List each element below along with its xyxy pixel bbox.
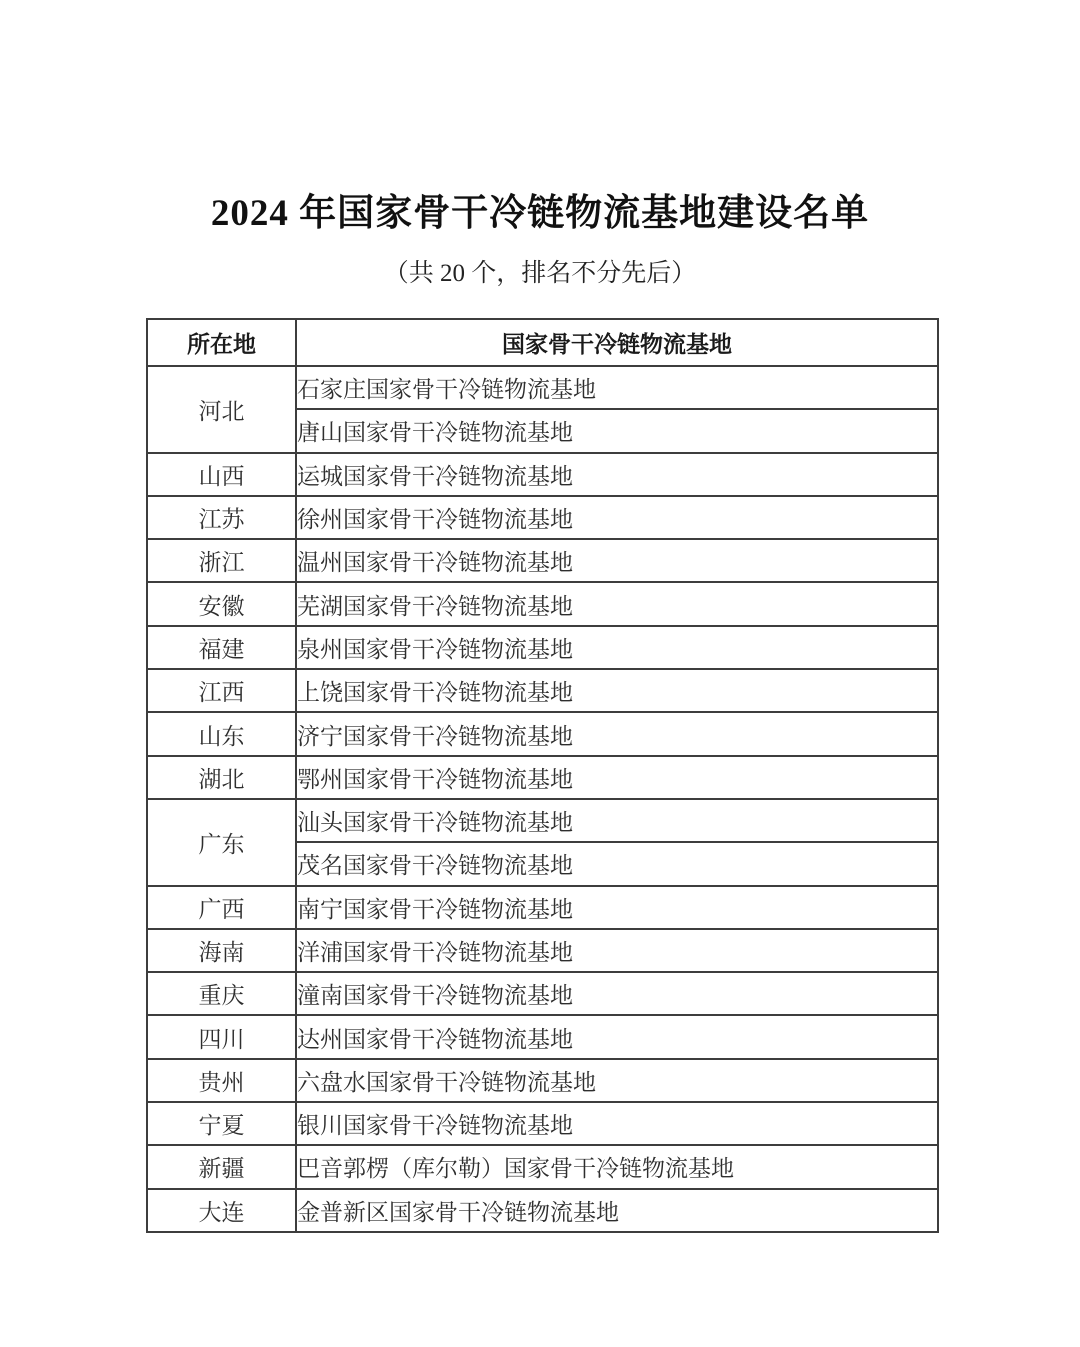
region-cell: 江西 <box>147 669 296 712</box>
base-cell: 银川国家骨干冷链物流基地 <box>296 1102 938 1145</box>
region-cell: 江苏 <box>147 496 296 539</box>
page-subtitle: （共 20 个，排名不分先后） <box>383 260 697 287</box>
base-cell: 运城国家骨干冷链物流基地 <box>296 453 938 496</box>
base-cell: 洋浦国家骨干冷链物流基地 <box>296 929 938 972</box>
table-row <box>147 972 938 1015</box>
table-row <box>147 1015 938 1058</box>
region-cell: 湖北 <box>147 756 296 799</box>
region-cell: 河北 <box>147 366 296 453</box>
region-cell: 浙江 <box>147 539 296 582</box>
region-cell: 新疆 <box>147 1145 296 1188</box>
region-cell: 贵州 <box>147 1059 296 1102</box>
base-cell: 唐山国家骨干冷链物流基地 <box>296 409 938 452</box>
table-row <box>147 669 938 712</box>
base-cell: 徐州国家骨干冷链物流基地 <box>296 496 938 539</box>
base-cell: 六盘水国家骨干冷链物流基地 <box>296 1059 938 1102</box>
table-row <box>147 366 938 409</box>
region-cell: 宁夏 <box>147 1102 296 1145</box>
table-row <box>147 756 938 799</box>
region-cell: 山东 <box>147 712 296 755</box>
table-row <box>147 496 938 539</box>
base-cell: 温州国家骨干冷链物流基地 <box>296 539 938 582</box>
table-row <box>147 626 938 669</box>
table-row <box>147 712 938 755</box>
base-cell: 鄂州国家骨干冷链物流基地 <box>296 756 938 799</box>
region-cell: 四川 <box>147 1015 296 1058</box>
region-cell: 大连 <box>147 1189 296 1232</box>
region-cell: 广西 <box>147 886 296 929</box>
table-row <box>147 539 938 582</box>
base-cell: 茂名国家骨干冷链物流基地 <box>296 842 938 885</box>
region-cell: 福建 <box>147 626 296 669</box>
base-cell: 潼南国家骨干冷链物流基地 <box>296 972 938 1015</box>
base-cell: 金普新区国家骨干冷链物流基地 <box>296 1189 938 1232</box>
cold-chain-base-table <box>146 318 939 1233</box>
table-header-row <box>147 319 938 366</box>
base-cell: 泉州国家骨干冷链物流基地 <box>296 626 938 669</box>
region-cell: 重庆 <box>147 972 296 1015</box>
page-title: 2024 年国家骨干冷链物流基地建设名单 <box>210 193 870 234</box>
region-cell: 山西 <box>147 453 296 496</box>
column-header-location: 所在地 <box>147 319 296 366</box>
table-row <box>147 886 938 929</box>
base-cell: 济宁国家骨干冷链物流基地 <box>296 712 938 755</box>
base-cell: 上饶国家骨干冷链物流基地 <box>296 669 938 712</box>
region-cell: 海南 <box>147 929 296 972</box>
table-row <box>147 1189 938 1232</box>
table-row <box>147 1059 938 1102</box>
table-row <box>147 582 938 625</box>
table-row <box>147 1102 938 1145</box>
base-cell: 南宁国家骨干冷链物流基地 <box>296 886 938 929</box>
base-cell: 汕头国家骨干冷链物流基地 <box>296 799 938 842</box>
base-cell: 石家庄国家骨干冷链物流基地 <box>296 366 938 409</box>
table-row <box>147 453 938 496</box>
base-cell: 芜湖国家骨干冷链物流基地 <box>296 582 938 625</box>
table-row <box>147 1145 938 1188</box>
table-row <box>147 799 938 842</box>
column-header-base: 国家骨干冷链物流基地 <box>296 319 938 366</box>
region-cell: 安徽 <box>147 582 296 625</box>
base-cell: 达州国家骨干冷链物流基地 <box>296 1015 938 1058</box>
table-row <box>147 929 938 972</box>
region-cell: 广东 <box>147 799 296 886</box>
base-cell: 巴音郭楞（库尔勒）国家骨干冷链物流基地 <box>296 1145 938 1188</box>
